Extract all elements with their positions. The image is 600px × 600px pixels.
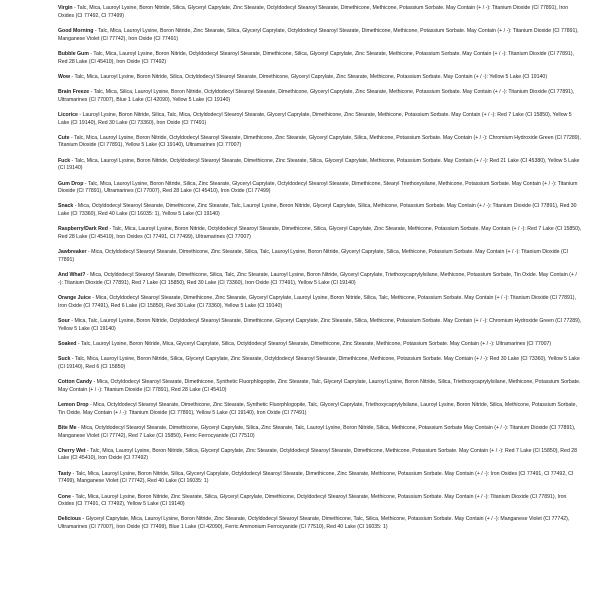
ingredient-text: - Talc, Mica, Lauroyl Lysine, Boron Nitride, Silica, Zinc Stearate, Glyceryl Caprylate, Octyldodecyl Stearoyl Stearate, Dimethicone, Stearyl Triethoxysilane, Methicone, Potassium Sorbate. May Contain (+ / -): Titanium Dioxide (CI 77891), Ultramarines (CI 77007), Red 28 Lake (CI 45410), Iron Oxide (CI 77499)	[58, 180, 578, 195]
ingredient-entry	[58, 494, 583, 509]
shade-name: Cherry Wet	[58, 447, 86, 454]
ingredient-entry	[58, 74, 583, 82]
ingredient-text: - Mica, Octyldodecyl Stearoyl Stearate, Dimethicone, Zinc Stearate, Synthetic Fluorphlogopite, Talc, Glyceryl Caprylate, Triethoxycaprylylsilane, Lauroyl Lysine, Boron Nitride, Silica, Methicone, Potassium Sorbate, Tin Oxide. May Contain (+ / -): Titanium Dioxide (CI 77891), Yellow 5 Lake (CI 19140), Iron Oxide (CI 77491)	[58, 401, 577, 416]
ingredient-text: - Talc, Mica, Lauroyl Lysine, Boron Nitride, Zinc Stearate, Silica, Glyceryl Caprylate, Dimethicone, Octyldodecyl Stearoyl Stearate, Methicone, Potassium Sorbate. May Contain (+ / -): Titanium Dioxide (CI 77891), Iron Oxides (CI 77491, CI 77492), Yellow 5 Lake (CI 19140)	[58, 493, 567, 508]
ingredient-entry	[58, 89, 583, 104]
ingredient-text: - Talc, Mica, Silica, Lauroyl Lysine, Boron Nitride, Octyldodecyl Stearoyl Stearate, Dimethicone, Glyceryl Caprylate, Zinc Stearate, Methicone, Potassium Sorbate. May Contain (+ / -): Titanium Dioxide (CI 77891), Ultramarines (CI 77007), Blue 1 Lake (CI 42090), Yellow 5 Lake (CI 19140)	[58, 88, 575, 103]
ingredient-entry	[58, 28, 583, 43]
shade-name: Wow	[58, 73, 71, 80]
shade-name: Lemon Drop	[58, 401, 89, 408]
shade-name: Orange Juice	[58, 295, 91, 302]
ingredient-text: - Mica, Octyldodecyl Stearoyl Stearate, Dimethicone, Zinc Stearate, Glyceryl Caprylate, Lauroyl Lysine, Boron Nitride, Silica, Talc, Methicone, Potassium Sorbate. May Contain (+ / -): Titanium Dioxide (CI 77891), Iron Oxide (CI 77491), Red 6 Lake (CI 15850), Red 30 Lake (CI 73360), Yellow 5 Lake (CI 19140)	[58, 295, 576, 309]
ingredient-entry	[58, 181, 583, 196]
shade-name: Sour	[58, 317, 70, 324]
shade-name: Gum Drop	[58, 180, 84, 187]
ingredient-entry	[58, 318, 583, 333]
ingredient-entry	[58, 135, 583, 150]
ingredient-entry	[58, 5, 583, 20]
ingredient-list	[58, 5, 583, 539]
shade-name: Good Morning	[58, 27, 94, 34]
ingredient-entry	[58, 272, 583, 287]
ingredient-entry	[58, 341, 583, 349]
ingredient-text: - Talc, Mica, Lauroyl Lysine, Boron Nitride, Silica, Glyceryl Caprylate, Octyldodecyl Stearoyl Stearate, Dimethicone, Zinc Stearate, Methicone, Potassium Sorbate. May Contain (+ / -): Iron Oxides (CI 77491, CI 77492, CI 77499), Manganese Violet (CI 77742), Red 40 Lake (CI 16035: 1)	[58, 470, 574, 485]
shade-name: Bubble Gum	[58, 50, 89, 57]
shade-name: Snack	[58, 203, 74, 210]
ingredient-text: - Mica, Octyldodecyl Stearoyl Stearate, Dimethicone, Silica, Talc, Zinc Stearate, Lauroyl Lysine, Boron Nitride, Glyceryl Caprylate, Triethoxycaprylylsilane, Methicone, Potassium Sorbate, Tin Oxide. May Contain (+ / -): Titanium Dioxide (CI 77891), Red 7 Lake (CI 15850), Red 30 Lake (CI 73360), Iron Oxide (CI 77491), Yellow 5 Lake (CI 19140)	[58, 272, 577, 286]
shade-name: Fuck	[58, 157, 71, 164]
ingredient-entry	[58, 516, 583, 531]
shade-name: Delicious	[58, 516, 82, 523]
ingredient-text: - Mica, Octyldodecyl Stearoyl Stearate, Dimethicone, Zinc Stearate, Talc, Lauroyl Lysine, Boron Nitride, Glyceryl Caprylate, Silica, Methicone, Potassium Sorbate. May Contain (+ / -): Titanium Dioxide (CI 77891), Red 30 Lake (CI 73360), Red 40 Lake (CI 16035: 1), Yellow 5 Lake (CI 19140)	[58, 203, 577, 218]
ingredient-text: - Talc, Mica, Lauroyl Lysine, Boron Nitride, Octyldodecyl Stearoyl Stearate, Dimethicone, Silica, Glyceryl Caprylate, Zinc Stearate, Methicone, Potassium Sorbate. May Contain (+ / -): Red 7 Lake (CI 15850), Red 28 Lake (CI 45410), Iron Oxides (CI 77491, CI 77499), Ultramarines (CI 77007)	[58, 226, 582, 241]
ingredient-entry	[58, 226, 583, 241]
ingredient-text: - Talc, Lauroyl Lysine, Boron Nitride, Mica, Glyceryl Caprylate, Silica, Octyldodecyl Stearoyl Stearate, Dimethicone, Zinc Stearate, Methicone, Potassium Sorbate. May Contain (+ / -): Ultramarines (CI 77007)	[76, 340, 552, 347]
shade-name: Licorice	[58, 111, 78, 118]
ingredient-entry	[58, 112, 583, 127]
ingredient-entry	[58, 448, 583, 463]
shade-name: Cone	[58, 493, 71, 500]
shade-name: Brain Freeze	[58, 88, 90, 95]
ingredient-text: - Talc, Mica, Lauroyl Lysine, Boron Nitride, Zinc Stearate, Silica, Glyceryl Caprylate, Octyldodecyl Stearoyl Stearate, Dimethicone, Methicone, Potassium Sorbate. May Contain (+ / -): Titanium Dioxide (CI 77891), Manganese Violet (CI 77742), Iron Oxide (CI 77491)	[58, 27, 579, 42]
ingredient-entry	[58, 51, 583, 66]
ingredient-entry	[58, 203, 583, 218]
ingredient-entry	[58, 425, 583, 440]
ingredient-entry	[58, 158, 583, 173]
ingredient-text: - Lauroyl Lysine, Boron Nitride, Silica, Talc, Mica, Octyldodecyl Stearoyl Stearate, Glyceryl Caprylate, Dimethicone, Zinc Stearate, Methicone, Potassium Sorbate. May Contain (+ / -): Red 7 Lake (CI 15850), Yellow 5 Lake (CI 19140), Red 30 Lake (CI 73360), Iron Oxide (CI 77491)	[58, 111, 572, 126]
ingredient-text: - Talc, Mica, Lauroyl Lysine, Boron Nitride, Octyldodecyl Stearoyl Stearate, Dimethicone, Zinc Stearate, Glyceryl Caprylate, Silica, Methicone, Potassium Sorbate. May Contain (+ / -): Chromium Hydroxide Green (CI 77289), Titanium Dioxide (CI 77891), Yellow 5 Lake (CI 19140), Ultramarines (CI 77007)	[58, 134, 581, 149]
ingredient-text: - Talc, Mica, Lauroyl Lysine, Boron Nitride, Silica, Glyceryl Caprylate, Zinc Stearate, Octyldodecyl Stearoyl Stearate, Dimethicone, Methicone, Potassium Sorbate. May Contain (+ / -): Red 7 Lake (CI 15850), Red 28 Lake (CI 45410), Iron Oxide (CI 77492)	[58, 447, 578, 462]
ingredient-text: - Talc, Mica, Lauroyl Lysine, Boron Nitride, Silica, Octyldodecyl Stearoyl Stearate, Dimethicone, Glyceryl Caprylate, Zinc Stearate, Methicone, Potassium Sorbate. May Contain (+ / -): Yellow 5 Lake (CI 19140)	[70, 73, 548, 80]
shade-name: Virgin	[58, 5, 73, 11]
ingredient-entry	[58, 295, 583, 310]
ingredient-text: - Mica, Talc, Lauroyl Lysine, Boron Nitride, Octyldodecyl Stearoyl Stearate, Dimethicone, Glyceryl Caprylate, Zinc Stearate, Silica, Methicone, Potassium Sorbate. May Contain (+ / -): Chromium Hydroxide Green (CI 77289), Yellow 5 Lake (CI 19140)	[58, 317, 582, 332]
ingredient-text: - Talc, Mica, Lauroyl Lysine, Boron Nitride, Silica, Glyceryl Caprylate, Zinc Stearate, Octyldodecyl Stearoyl Stearate, Dimethicone, Methicone, Potassium Sorbate. May Contain (+ / -): Titanium Dioxide (CI 77891), Iron Oxides (CI 77492, CI 77499)	[58, 5, 569, 19]
ingredient-entry	[58, 402, 583, 417]
ingredient-text: - Talc, Mica, Lauroyl Lysine, Boron Nitride, Silica, Glyceryl Caprylate, Zinc Stearate, Octyldodecyl Stearoyl Stearate, Dimethicone, Methicone, Potassium Sorbate. May Contain (+ / -): Red 30 Lake (CI 73360), Yellow 5 Lake (CI 19140), Red 6 (CI 15850)	[58, 356, 580, 370]
shade-name: And What?	[58, 272, 86, 279]
ingredient-text: - Mica, Octyldodecyl Stearoyl Stearate, Dimethicone, Zinc Stearate, Silica, Talc, Lauroyl Lysine, Boron Nitride, Glyceryl Caprylate, Silica, Methicone, Potassium Sorbate. May Contain (+ / -): Titanium Dioxide (CI 77891)	[58, 249, 568, 263]
ingredient-entry	[58, 471, 583, 486]
shade-name: Tasty	[58, 470, 72, 477]
ingredient-text: - Talc, Mica, Lauroyl Lysine, Boron Nitride, Octyldodecyl Stearoyl Stearate, Dimethicone, Silica, Glyceryl Caprylate, Zinc Stearate, Methicone, Potassium Sorbate. May Contain (+ / -): Titanium Dioxide (CI 77891), Red 28 Lake (CI 45410), Iron Oxide (CI 77492)	[58, 50, 574, 65]
ingredient-text: - Mica, Octyldodecyl Stearoyl Stearate, Dimethicone, Synthetic Fluorphlogopite, Zinc Stearate, Talc, Glyceryl Caprylate, Lauroyl Lysine, Boron Nitride, Silica, Triethoxycaprylylsilane, Methicone, Potassium Sorbate. May Contain (+ / -): Titanium Dioxide (CI 77891), Red 28 Lake (CI 45410)	[58, 379, 581, 393]
ingredient-text: - Mica, Octyldodecyl Stearoyl Stearate, Dimethicone, Glyceryl Caprylate, Silica, Zinc Stearate, Talc, Lauroyl Lysine, Boron Nitride, Silica, Methicone, Potassium Sorbate May Contain (+ / -): Titanium Dioxide (CI 77891), Manganese Violet (CI 77742), Red 7 Lake (CI 15850), Ferric Ferrocyanide (CI 77510)	[58, 424, 576, 439]
shade-name: Suck	[58, 356, 71, 363]
ingredient-entry	[58, 379, 583, 394]
shade-name: Raspberry/Dark Red	[58, 226, 108, 233]
ingredient-entry	[58, 356, 583, 371]
shade-name: Bite Me	[58, 424, 77, 431]
ingredient-entry	[58, 249, 583, 264]
ingredient-text: - Glyceryl Caprylate, Mica, Lauroyl Lysine, Boron Nitride, Zinc Stearate, Octyldodecyl Stearoyl Stearate, Dimethicone, Talc, Silica, Methicone, Potassium Sorbate. May Contain (+ / -): Manganese Violet (CI 77742), Ultramarines (CI 77007), Iron Oxide (CI 77499), Blue 1 Lake (CI 42090), Ferric Ammonium Ferrocyanide (CI 77510), Red 40 Lake (CI 16035: 1)	[58, 516, 570, 531]
shade-name: Cotton Candy	[58, 379, 93, 385]
shade-name: Soaked	[58, 340, 77, 347]
shade-name: Jawbreaker	[58, 249, 87, 256]
shade-name: Cute	[58, 134, 70, 141]
ingredient-text: - Talc, Mica, Lauroyl Lysine, Boron Nitride, Octyldodecyl Stearoyl Stearate, Dimethicone, Zinc Stearate, Silica, Glyceryl Caprylate, Methicone, Potassium Sorbate. May Contain (+ / -): Red 21 Lake (CI 45380), Yellow 5 Lake (CI 19140)	[58, 157, 580, 172]
